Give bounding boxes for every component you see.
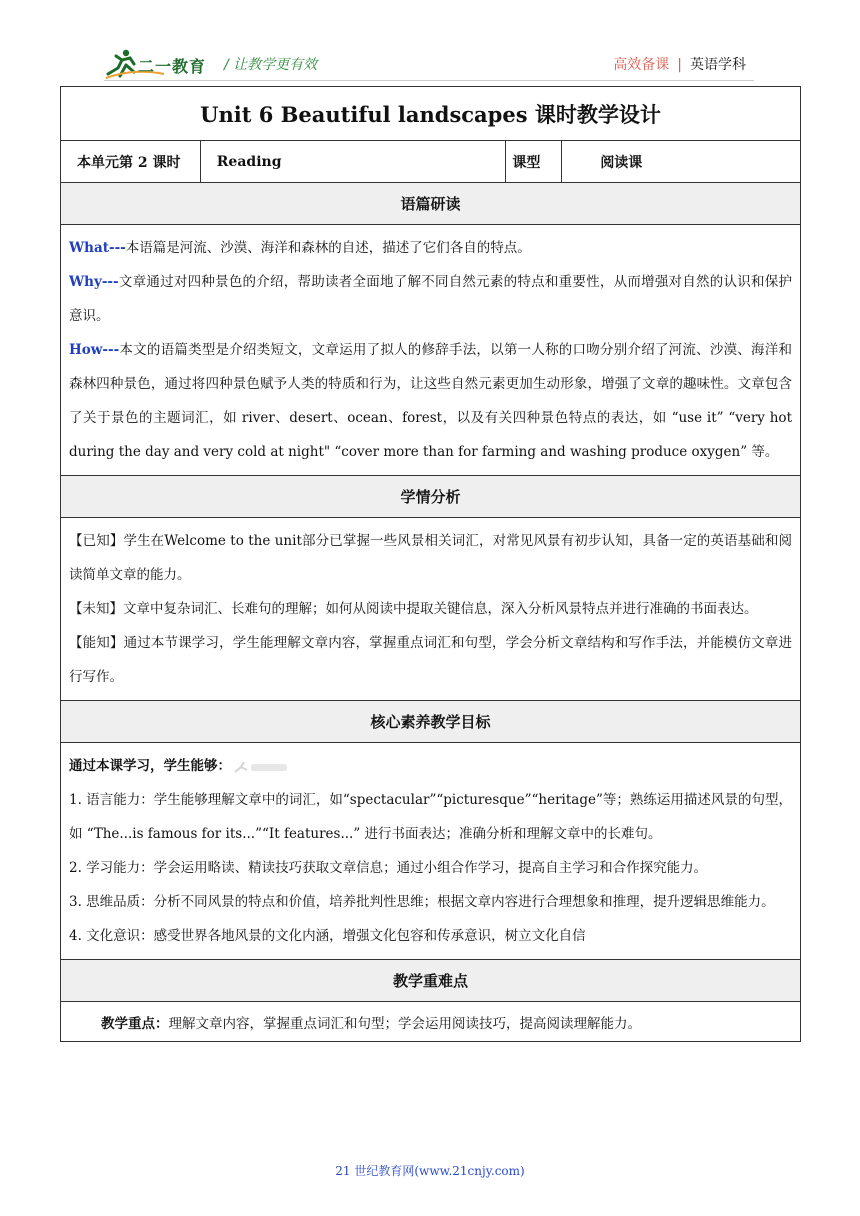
logo-text: 二一教育 — [138, 57, 207, 76]
what-label: What--- — [69, 240, 126, 256]
key-points-body — [61, 1002, 801, 1042]
what-text: 本语篇是河流、沙漠、海洋和森林的自述，描述了它们各自的特点。 — [125, 240, 531, 256]
known-paragraph: 【已知】学生在Welcome to the unit部分已掌握一些风景相关词汇，对常见风景有初步认知，具备一定的英语基础和阅读简单文章的能力。 — [69, 533, 792, 583]
header-slogan: / 让教学更有效 — [224, 57, 318, 73]
lesson-topic: Reading — [200, 141, 506, 183]
section-heading-learner-analysis: 学情分析 — [61, 476, 801, 518]
lesson-type-value: 阅读课 — [562, 141, 801, 183]
lesson-type-label: 课型 — [506, 141, 562, 183]
page-header — [104, 48, 754, 82]
section-heading-text-study: 语篇研读 — [61, 183, 801, 225]
page-footer: 21 世纪教育网(www.21cnjy.com) — [335, 1164, 525, 1178]
section-heading-key-points: 教学重难点 — [61, 960, 801, 1002]
objectives-intro: 通过本课学习，学生能够： — [69, 758, 231, 774]
lesson-plan-table — [60, 86, 801, 1042]
objective-item: 3. 思维品质：分析不同风景的特点和价值，培养批判性思维；根据文章内容进行合理想象和推理，提升逻辑思维能力。 — [69, 894, 775, 910]
key-points-text: 理解文章内容，掌握重点词汇和句型；学会运用阅读技巧，提高阅读理解能力。 — [168, 1015, 641, 1032]
doc-title: Unit 6 Beautiful landscapes 课时教学设计 — [61, 87, 801, 141]
objective-item: 1. 语言能力：学生能够理解文章中的词汇，如“spectacular”“picturesque”“heritage”等；熟练运用描述风景的句型，如 “The...is famous for its...”“It features...” 进行书面表达；准确分析和理解文章中的长难句。 — [69, 792, 792, 842]
learner-analysis-body — [61, 518, 801, 701]
why-text: 文章通过对四种景色的介绍，帮助读者全面地了解不同自然元素的特点和重要性，从而增强对自然的认识和保护意识。 — [69, 274, 792, 324]
header-tag-separator: | — [677, 57, 682, 73]
header-divider — [104, 80, 754, 81]
able-paragraph: 【能知】通过本节课学习，学生能理解文章内容，掌握重点词汇和句型，学会分析文章结构和写作手法，并能模仿文章进行写作。 — [69, 635, 792, 685]
lesson-number: 本单元第 2 课时 — [61, 141, 201, 183]
key-points-label: 教学重点： — [101, 1015, 169, 1032]
watermark-logo-icon — [231, 758, 291, 776]
unknown-paragraph: 【未知】文章中复杂词汇、长难句的理解；如何从阅读中提取关键信息，深入分析风景特点并进行准确的书面表达。 — [69, 601, 758, 617]
header-tag-prep: 高效备课 — [613, 57, 670, 73]
how-text: 本文的语篇类型是介绍类短文，文章运用了拟人的修辞手法，以第一人称的口吻分别介绍了河流、沙漠、海洋和森林四种景色，通过将四种景色赋予人类的特质和行为，让这些自然元素更加生动形象，增强了文章的趣味性。文章包含了关于景色的主题词汇，如 river、desert、ocean、forest，以及有关四种景色特点的表达，如 “use it” “very hot during the day and very cold at night" “cover more than for farming and washing produce oxygen” 等。 — [69, 342, 792, 460]
header-tags — [613, 54, 746, 74]
objective-item: 2. 学习能力：学会运用略读、精读技巧获取文章信息；通过小组合作学习，提高自主学习和合作探究能力。 — [69, 860, 708, 876]
objectives-body — [61, 743, 801, 960]
how-label: How--- — [69, 342, 120, 358]
why-label: Why--- — [69, 274, 119, 290]
section-heading-objectives: 核心素养教学目标 — [61, 701, 801, 743]
header-tag-subject: 英语学科 — [690, 57, 746, 73]
objective-item: 4. 文化意识：感受世界各地风景的文化内涵，增强文化包容和传承意识，树立文化自信 — [69, 928, 586, 944]
text-study-body — [61, 225, 801, 476]
